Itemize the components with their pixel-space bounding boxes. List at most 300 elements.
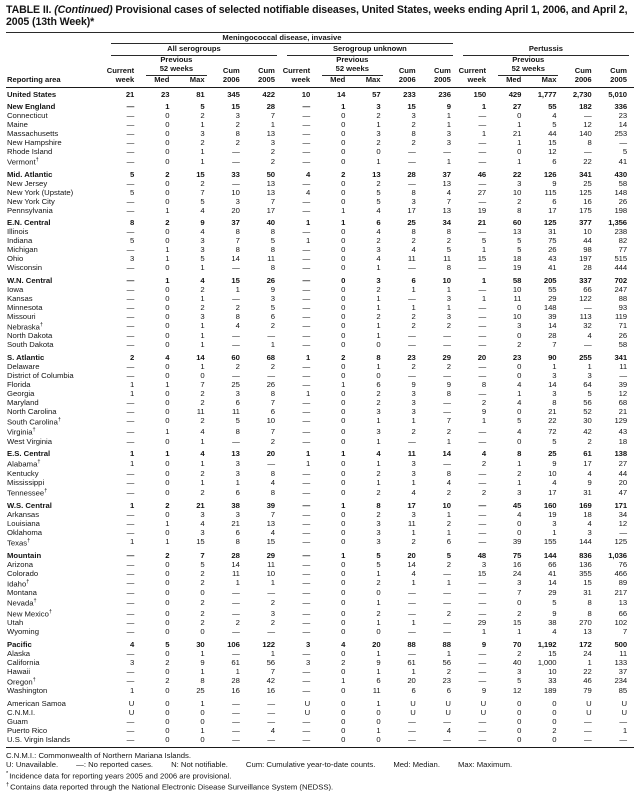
data-cell: 4 xyxy=(587,518,592,528)
table-row xyxy=(6,263,634,272)
data-cell: 0 xyxy=(341,110,346,120)
data-cell: 20 xyxy=(477,352,487,362)
data-cell: 1 xyxy=(376,618,381,628)
data-cell: — xyxy=(302,537,311,547)
data-cell: 1 xyxy=(481,416,487,426)
data-cell: 5 xyxy=(130,169,135,179)
data-cell: 1 xyxy=(200,156,205,166)
data-cell: 1 xyxy=(481,293,487,303)
data-cell: 2 xyxy=(235,119,240,129)
data-cell: 5 xyxy=(587,388,592,398)
data-cell: 0 xyxy=(341,275,346,285)
data-cell: 9 xyxy=(552,608,557,618)
row-label: S. Atlantic xyxy=(7,352,45,362)
data-cell: — xyxy=(126,648,135,658)
cum-2006-header: 2006 xyxy=(212,76,247,87)
data-cell: 7 xyxy=(235,236,240,246)
data-cell: 43 xyxy=(618,426,627,436)
data-cell: 4 xyxy=(165,352,170,362)
data-cell: — xyxy=(302,416,311,426)
data-cell: 4 xyxy=(446,187,451,197)
data-cell: 7 xyxy=(200,550,205,560)
data-cell: 79 xyxy=(583,686,592,696)
data-cell: 0 xyxy=(552,734,557,744)
data-cell: 0 xyxy=(517,527,522,537)
data-cell: — xyxy=(408,597,416,607)
data-cell: 18 xyxy=(583,509,592,519)
data-cell: — xyxy=(267,707,275,717)
data-cell: 15 xyxy=(548,648,557,658)
header-spacer xyxy=(282,56,317,65)
data-cell: — xyxy=(443,568,451,578)
data-cell: 8 xyxy=(270,245,275,255)
cum-2005-header: Cum xyxy=(258,66,275,76)
data-cell: — xyxy=(478,110,487,120)
data-cell: 9 xyxy=(481,686,487,696)
data-cell: 0 xyxy=(200,707,205,717)
data-cell: 0 xyxy=(165,477,170,487)
data-cell: 15 xyxy=(407,101,416,111)
data-cell: — xyxy=(126,119,135,129)
data-cell: 1 xyxy=(517,477,522,487)
table-row xyxy=(6,478,634,487)
data-cell: — xyxy=(126,311,135,321)
data-cell: 0 xyxy=(341,597,346,607)
data-cell: — xyxy=(302,588,311,598)
data-cell: 1 xyxy=(481,275,487,285)
data-cell: — xyxy=(478,657,487,667)
data-cell: 1,036 xyxy=(608,550,627,560)
data-cell: 4 xyxy=(552,110,557,120)
cum-2005-header: 2005 xyxy=(247,76,282,87)
data-cell: 2 xyxy=(376,236,381,246)
data-cell: 4 xyxy=(446,725,451,735)
row-label: South Carolina† xyxy=(7,416,61,427)
data-cell: — xyxy=(443,588,451,598)
data-cell: — xyxy=(126,416,135,426)
data-cell: 4 xyxy=(587,331,592,341)
data-cell: 11 xyxy=(231,568,240,578)
data-cell: 171 xyxy=(614,500,627,510)
data-cell: — xyxy=(443,618,451,628)
data-cell: 88 xyxy=(442,639,451,649)
data-cell: 1 xyxy=(376,568,381,578)
data-cell: 3 xyxy=(481,559,487,569)
data-cell: 2 xyxy=(130,352,135,362)
data-cell: 0 xyxy=(517,716,522,726)
data-cell: 0 xyxy=(165,707,170,717)
header-spacer xyxy=(388,56,423,65)
data-cell: — xyxy=(584,340,592,350)
row-label: New York (Upstate) xyxy=(7,187,74,197)
data-cell: 1 xyxy=(481,128,487,138)
data-cell: 3 xyxy=(517,321,522,331)
data-cell: 9 xyxy=(481,639,487,649)
table-row xyxy=(6,371,634,380)
data-cell: — xyxy=(302,468,311,478)
data-cell: 25 xyxy=(196,686,205,696)
data-cell: 3 xyxy=(517,666,522,676)
data-cell: 247 xyxy=(614,284,627,294)
page-title xyxy=(6,5,634,29)
data-cell: 61 xyxy=(231,657,240,667)
table-row xyxy=(6,658,634,667)
legend-item: —: No reported cases. xyxy=(76,760,154,770)
data-cell: 12 xyxy=(618,518,627,528)
data-cell: 1 xyxy=(200,119,205,129)
data-cell: 0 xyxy=(341,406,346,416)
data-cell: — xyxy=(126,509,135,519)
data-cell: 1 xyxy=(411,416,416,426)
table-row xyxy=(6,560,634,569)
data-cell: — xyxy=(232,588,240,598)
data-cell: 0 xyxy=(341,284,346,294)
data-cell: 3 xyxy=(411,397,416,407)
data-cell: 0 xyxy=(165,406,170,416)
data-cell: 57 xyxy=(372,89,381,99)
dagger-marker: † xyxy=(27,537,31,544)
data-cell: — xyxy=(302,578,311,588)
data-cell: 4 xyxy=(200,275,205,285)
data-cell: 1 xyxy=(446,110,451,120)
data-cell: 40 xyxy=(266,218,275,228)
data-cell: 1 xyxy=(411,527,416,537)
data-cell: 1 xyxy=(517,627,522,637)
header-spacer xyxy=(458,56,493,65)
data-cell: 28 xyxy=(231,550,240,560)
data-cell: 7 xyxy=(200,187,205,197)
data-cell: 3 xyxy=(200,236,205,246)
data-cell: 1 xyxy=(341,449,346,459)
data-cell: 1 xyxy=(341,500,346,510)
data-cell: 9 xyxy=(552,458,557,468)
data-cell: 0 xyxy=(517,518,522,528)
header-spacer xyxy=(423,56,458,65)
data-cell: 3 xyxy=(376,128,381,138)
row-label: E.S. Central xyxy=(7,449,51,459)
data-cell: 0 xyxy=(341,370,346,380)
data-cell: 150 xyxy=(473,89,487,99)
data-cell: 0 xyxy=(341,436,346,446)
data-cell: 27 xyxy=(477,187,487,197)
data-cell: 75 xyxy=(512,550,522,560)
table-row xyxy=(6,676,634,687)
data-cell: 39 xyxy=(618,379,627,389)
data-cell: — xyxy=(232,340,240,350)
data-cell: 0 xyxy=(341,119,346,129)
data-cell: U xyxy=(445,698,451,708)
data-cell: 175 xyxy=(579,205,592,215)
data-cell: 0 xyxy=(200,627,205,637)
data-cell: 29 xyxy=(548,588,557,598)
data-cell: 0 xyxy=(200,734,205,744)
data-cell: 198 xyxy=(614,205,627,215)
data-cell: 5 xyxy=(446,245,451,255)
data-cell: 5,010 xyxy=(608,89,627,99)
dagger-marker: † xyxy=(6,782,10,788)
header-previous-row xyxy=(6,56,634,65)
region-total-row xyxy=(6,449,634,458)
data-cell: — xyxy=(478,597,487,607)
data-cell: 1,000 xyxy=(537,657,557,667)
data-cell: 23 xyxy=(512,352,522,362)
data-cell: 20 xyxy=(266,449,275,459)
data-cell: 26 xyxy=(618,196,627,206)
data-cell: 0 xyxy=(341,608,346,618)
data-cell: 2 xyxy=(446,487,451,497)
data-cell: — xyxy=(232,331,240,341)
data-cell: — xyxy=(232,436,240,446)
data-cell: 1 xyxy=(130,458,135,468)
data-cell: 8 xyxy=(235,311,240,321)
data-cell: 2 xyxy=(481,397,487,407)
data-cell: 0 xyxy=(341,426,346,436)
data-cell: 48 xyxy=(477,550,487,560)
data-cell: 1 xyxy=(200,293,205,303)
data-cell: 102 xyxy=(614,618,627,628)
data-cell: 0 xyxy=(517,734,522,744)
data-cell: 9 xyxy=(446,379,451,389)
dagger-marker: † xyxy=(39,321,44,328)
data-cell: 8 xyxy=(411,227,416,237)
row-label: W.N. Central xyxy=(7,275,53,285)
data-cell: — xyxy=(126,245,135,255)
data-cell: 3 xyxy=(376,245,381,255)
data-cell: 25 xyxy=(407,218,416,228)
data-cell: 1 xyxy=(446,119,451,129)
data-cell: 0 xyxy=(376,627,381,637)
data-cell: 4 xyxy=(305,169,311,179)
data-cell: 11 xyxy=(443,254,451,264)
data-cell: 2 xyxy=(446,361,451,371)
data-cell: 15 xyxy=(583,578,592,588)
data-cell: 43 xyxy=(548,254,557,264)
data-cell: 0 xyxy=(341,196,346,206)
data-cell: — xyxy=(408,340,416,350)
data-cell: 0 xyxy=(552,698,557,708)
previous-52-weeks-header: Previous xyxy=(336,54,369,64)
data-cell: — xyxy=(126,477,135,487)
data-cell: 1 xyxy=(130,379,135,389)
data-cell: 0 xyxy=(341,331,346,341)
data-cell: 4 xyxy=(270,725,275,735)
data-cell: — xyxy=(478,196,487,206)
data-cell: 8 xyxy=(235,426,240,436)
previous-52-weeks-header: Previous xyxy=(512,54,545,64)
data-cell: 3 xyxy=(446,137,451,147)
data-cell: — xyxy=(478,388,487,398)
data-cell: — xyxy=(478,477,487,487)
data-cell: — xyxy=(478,426,487,436)
data-cell: 9 xyxy=(200,657,205,667)
data-cell: 1 xyxy=(270,340,275,350)
data-cell: 1 xyxy=(411,477,416,487)
table-row xyxy=(6,437,634,446)
data-cell: — xyxy=(408,436,416,446)
data-cell: 13 xyxy=(583,627,592,637)
column-group-serogroup-unknown: Serogroup unknown xyxy=(282,44,458,56)
data-cell: 0 xyxy=(165,436,170,446)
data-cell: 0 xyxy=(165,370,170,380)
data-cell: 8 xyxy=(411,128,416,138)
data-cell: — xyxy=(302,293,311,303)
data-cell: 377 xyxy=(579,218,592,228)
data-cell: 0 xyxy=(341,618,346,628)
table-row xyxy=(6,362,634,371)
data-cell: — xyxy=(232,597,240,607)
data-cell: 1 xyxy=(376,597,381,607)
data-cell: 2 xyxy=(517,468,522,478)
data-cell: 2 xyxy=(376,178,381,188)
data-cell: 0 xyxy=(341,187,346,197)
data-cell: 2 xyxy=(270,156,275,166)
header-52weeks-row xyxy=(6,64,634,76)
data-cell: — xyxy=(302,146,311,156)
data-cell: — xyxy=(408,178,416,188)
data-cell: 61 xyxy=(407,657,416,667)
data-cell: — xyxy=(302,436,311,446)
data-cell: 46 xyxy=(477,169,487,179)
data-cell: 1 xyxy=(165,101,170,111)
data-cell: 0 xyxy=(165,627,170,637)
row-label: Vermont† xyxy=(7,156,39,167)
table-row xyxy=(6,458,634,469)
data-cell: — xyxy=(478,146,487,156)
data-cell: 0 xyxy=(200,716,205,726)
data-cell: 1 xyxy=(200,361,205,371)
data-cell: — xyxy=(126,568,135,578)
data-cell: 42 xyxy=(583,426,592,436)
data-cell: 58 xyxy=(512,275,522,285)
data-cell: 5 xyxy=(552,119,557,129)
dagger-marker: † xyxy=(48,608,52,615)
row-label: Colorado xyxy=(7,568,39,578)
data-cell: 4 xyxy=(552,477,557,487)
data-cell: 3 xyxy=(235,458,240,468)
data-cell: 28 xyxy=(231,676,240,686)
data-cell: 5 xyxy=(270,302,275,312)
data-cell: 25 xyxy=(231,379,240,389)
data-cell: 0 xyxy=(165,527,170,537)
data-cell: 11 xyxy=(267,254,275,264)
title-prefix: TABLE II. xyxy=(6,4,52,16)
data-cell: 15 xyxy=(548,137,557,147)
data-cell: 1 xyxy=(200,458,205,468)
data-cell: — xyxy=(478,666,487,676)
data-cell: 64 xyxy=(583,379,592,389)
data-cell: 1 xyxy=(517,119,522,129)
data-cell: 2 xyxy=(270,361,275,371)
data-cell: 8 xyxy=(376,352,381,362)
data-cell: 2 xyxy=(446,608,451,618)
data-cell: — xyxy=(267,458,275,468)
data-cell: — xyxy=(619,716,627,726)
data-cell: 9 xyxy=(200,218,205,228)
row-label: Delaware xyxy=(7,361,40,371)
data-cell: 1 xyxy=(587,361,592,371)
data-cell: 1 xyxy=(552,361,557,371)
data-cell: 0 xyxy=(341,487,346,497)
data-cell: 144 xyxy=(579,537,592,547)
table-row xyxy=(6,156,634,167)
data-cell: — xyxy=(478,340,487,350)
column-group-meningococcal: Meningococcal disease, invasive xyxy=(106,32,458,44)
table-row xyxy=(6,129,634,138)
data-cell: — xyxy=(126,666,135,676)
data-cell: 337 xyxy=(579,275,592,285)
data-cell: 217 xyxy=(614,588,627,598)
data-cell: — xyxy=(478,676,487,686)
table-row xyxy=(6,608,634,619)
data-cell: 4 xyxy=(376,205,381,215)
data-cell: 8 xyxy=(446,388,451,398)
data-cell: 1 xyxy=(552,527,557,537)
data-cell: 0 xyxy=(341,458,346,468)
footnote-cnmi: C.N.M.I.: Commonwealth of Northern Mariana Islands. xyxy=(6,750,191,760)
table-row xyxy=(6,340,634,349)
data-cell: — xyxy=(478,302,487,312)
data-cell: 77 xyxy=(618,245,627,255)
data-cell: — xyxy=(478,137,487,147)
data-cell: — xyxy=(302,406,311,416)
data-cell: 29 xyxy=(266,550,275,560)
max-header: Max xyxy=(176,76,211,87)
data-cell: 44 xyxy=(618,468,627,478)
data-cell: 2 xyxy=(235,302,240,312)
data-cell: 1 xyxy=(200,436,205,446)
row-label: Montana xyxy=(7,588,37,598)
data-cell: 4 xyxy=(376,227,381,237)
data-cell: 0 xyxy=(376,734,381,744)
data-cell: 1 xyxy=(376,331,381,341)
data-cell: — xyxy=(619,137,627,147)
data-cell: 0 xyxy=(517,406,522,416)
data-cell: 0 xyxy=(165,340,170,350)
table-row xyxy=(6,597,634,608)
row-label: Texas† xyxy=(7,537,31,548)
data-cell: 125 xyxy=(543,218,557,228)
data-cell: 0 xyxy=(341,537,346,547)
data-cell: 10 xyxy=(442,275,451,285)
data-cell: 13 xyxy=(442,205,451,215)
data-cell: — xyxy=(126,321,135,331)
table-row xyxy=(6,649,634,658)
data-cell: 0 xyxy=(341,361,346,371)
data-cell: 14 xyxy=(548,321,557,331)
data-cell: — xyxy=(126,370,135,380)
data-cell: 11 xyxy=(407,254,416,264)
data-cell: 2 xyxy=(200,608,205,618)
data-cell: — xyxy=(232,698,240,708)
data-cell: 13 xyxy=(266,518,275,528)
data-cell: 2 xyxy=(270,146,275,156)
row-label: Georgia xyxy=(7,388,35,398)
data-cell: — xyxy=(302,487,311,497)
data-cell: 33 xyxy=(548,676,557,686)
data-cell: 1 xyxy=(270,648,275,658)
data-cell: 70 xyxy=(512,639,522,649)
data-cell: 1 xyxy=(130,537,135,547)
data-cell: 1 xyxy=(200,321,205,331)
data-cell: 8 xyxy=(517,205,522,215)
table-row xyxy=(6,627,634,636)
row-label: Mississippi xyxy=(7,477,45,487)
data-cell: 5 xyxy=(200,196,205,206)
data-cell: 29 xyxy=(477,618,487,628)
data-cell: 0 xyxy=(517,110,522,120)
data-cell: 8 xyxy=(130,218,135,228)
data-cell: — xyxy=(267,716,275,726)
